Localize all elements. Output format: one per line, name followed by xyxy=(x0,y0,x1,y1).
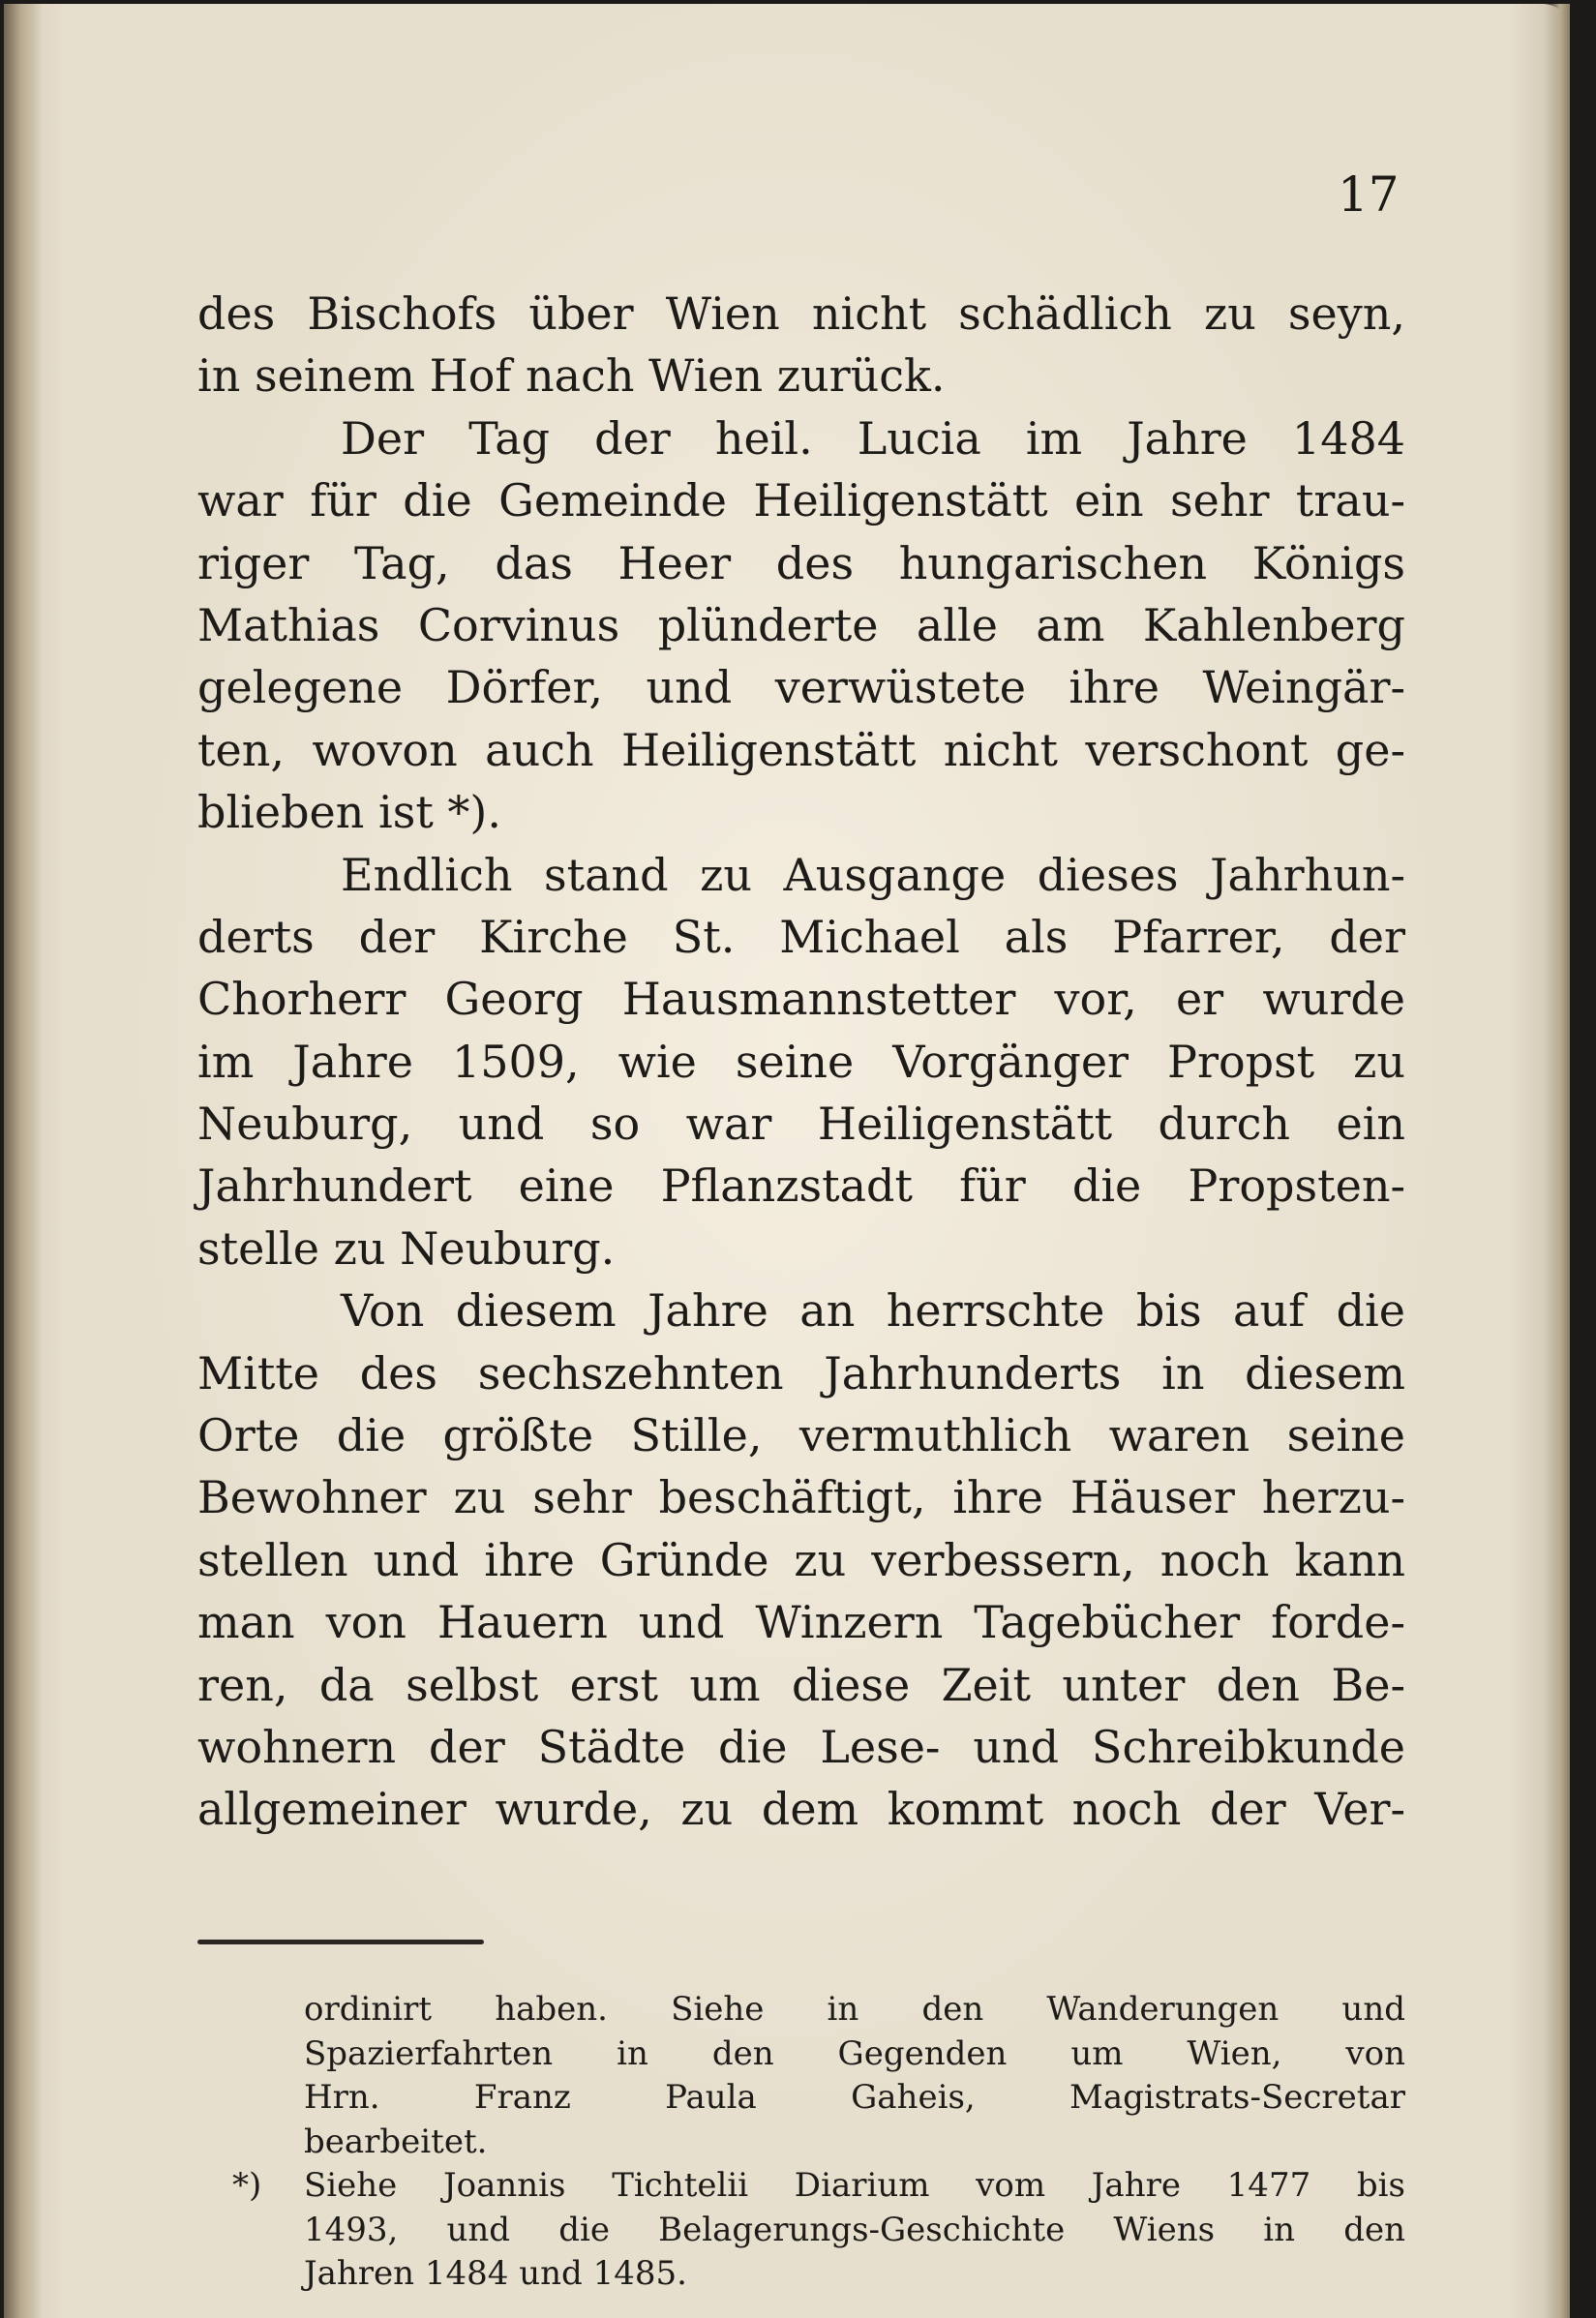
footnote-line xyxy=(304,2252,1405,2297)
body-line: Neuburg, und so war Heiligenstätt durch ein xyxy=(197,1098,1405,1151)
body-line: riger Tag, das Heer des hungarischen Königs xyxy=(197,536,1405,589)
body-line: Mitte des sechszehnten Jahrhunderts in diesem xyxy=(197,1346,1405,1400)
footnote-text: Jahren 1484 und 1485. xyxy=(304,2254,687,2293)
body-line: ren, da selbst erst um diese Zeit unter den Be- xyxy=(197,1658,1405,1711)
page-edge-shadow xyxy=(1545,4,1570,2318)
footnote-line xyxy=(304,2209,1405,2253)
body-line: Endlich stand zu Ausgange dieses Jahrhun- xyxy=(341,848,1405,901)
body-line: blieben ist *). xyxy=(197,786,502,839)
body-line: Von diesem Jahre an herrschte bis auf die xyxy=(341,1284,1405,1338)
body-line: im Jahre 1509, wie seine Vorgänger Propst zu xyxy=(197,1035,1405,1088)
body-text xyxy=(197,283,1405,1841)
body-line: stelle zu Neuburg. xyxy=(197,1221,616,1275)
body-line: Der Tag der heil. Lucia im Jahre 1484 xyxy=(341,411,1405,465)
footnote-text: Spazierfahrten in den Gegenden um Wien, von xyxy=(304,2033,1405,2073)
body-line: gelegene Dörfer, und verwüstete ihre Weingär- xyxy=(197,661,1405,714)
footnote-separator-rule xyxy=(197,1940,484,1944)
body-line: allgemeiner wurde, zu dem kommt noch der Ver- xyxy=(197,1783,1405,1836)
body-line: Mathias Corvinus plünderte alle am Kahlenberg xyxy=(197,598,1405,651)
footnote-text: Hrn. Franz Paula Gaheis, Magistrats-Secretar xyxy=(304,2078,1405,2117)
body-line: Bewohner zu sehr beschäftigt, ihre Häuser herzu- xyxy=(197,1471,1405,1524)
book-page xyxy=(4,4,1570,2318)
body-line: in seinem Hof nach Wien zurück. xyxy=(197,349,946,403)
footnote-marker: *) xyxy=(232,2166,262,2205)
footnote-line xyxy=(232,2164,1405,2209)
body-line: man von Hauern und Winzern Tagebücher forde- xyxy=(197,1596,1405,1649)
page-spine-shadow xyxy=(4,4,43,2318)
footnote-line xyxy=(304,2121,1405,2165)
body-line: Jahrhundert eine Pflanzstadt für die Propsten- xyxy=(197,1159,1405,1213)
body-line: derts der Kirche St. Michael als Pfarrer, der xyxy=(197,910,1405,963)
body-line: war für die Gemeinde Heiligenstätt ein sehr trau- xyxy=(197,474,1405,527)
body-line: des Bischofs über Wien nicht schädlich zu seyn, xyxy=(197,287,1405,340)
footnotes xyxy=(232,1988,1405,2297)
body-line: stellen und ihre Gründe zu verbessern, noch kann xyxy=(197,1533,1405,1586)
body-line: Chorherr Georg Hausmannstetter vor, er wurde xyxy=(197,973,1405,1026)
footnote-text: 1493, und die Belagerungs-Geschichte Wiens in den xyxy=(304,2210,1405,2249)
body-line: wohnern der Städte die Lese- und Schreibkunde xyxy=(197,1720,1405,1773)
footnote-line xyxy=(304,1988,1405,2032)
body-line: Orte die größte Stille, vermuthlich waren seine xyxy=(197,1409,1405,1462)
footnote-text: ordinirt haben. Siehe in den Wanderungen und xyxy=(304,1990,1405,2029)
footnote-line xyxy=(304,2076,1405,2121)
footnote-line xyxy=(304,2032,1405,2077)
page-number: 17 xyxy=(1338,166,1400,223)
footnote-text: bearbeitet. xyxy=(304,2122,488,2161)
footnote-text: Siehe Joannis Tichtelii Diarium vom Jahre 1477 bis xyxy=(304,2166,1405,2205)
body-line: ten, wovon auch Heiligenstätt nicht verschont ge- xyxy=(197,723,1405,776)
